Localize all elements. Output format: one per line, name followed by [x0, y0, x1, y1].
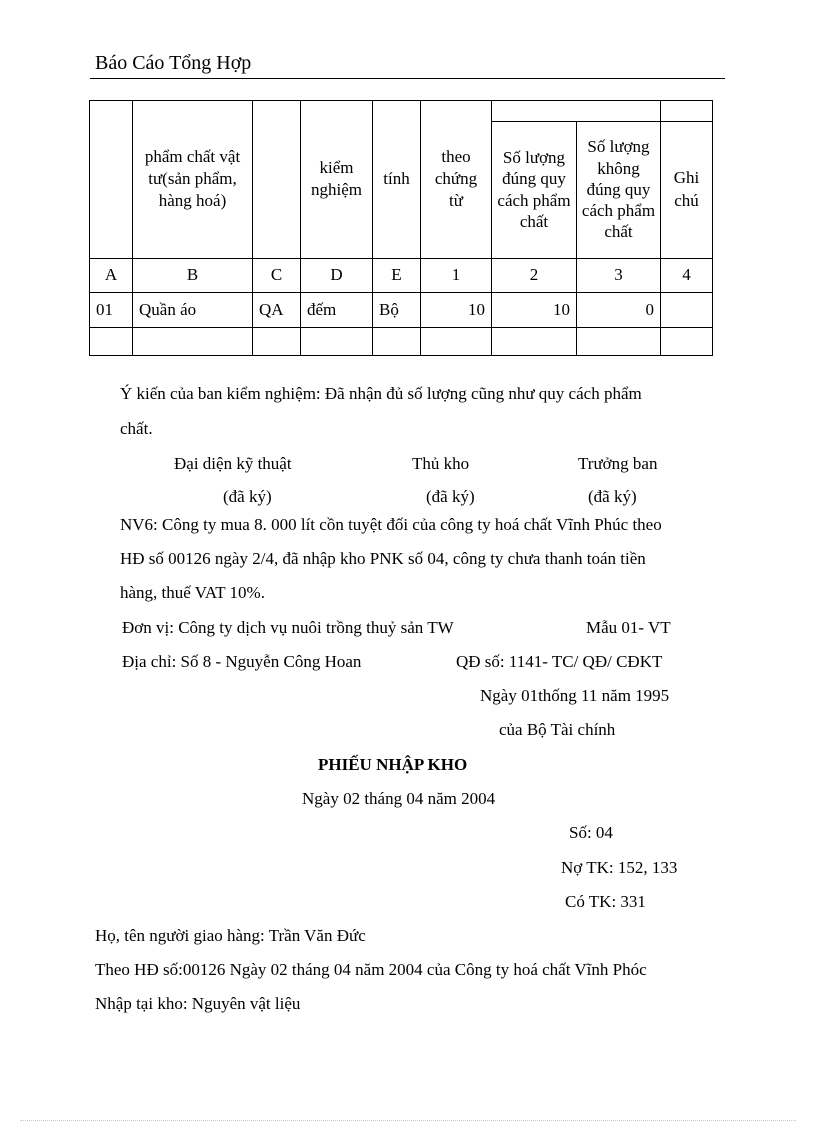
letter-cell-1: 1 — [451, 265, 461, 285]
letter-cell-2: 2 — [529, 265, 539, 285]
receipt-credit: Có TK: 331 — [565, 892, 646, 911]
page-bottom-divider — [20, 1120, 796, 1121]
header-col-e: tính — [383, 168, 410, 188]
page-header-title: Báo Cáo Tổng Hợp — [95, 52, 252, 74]
letter-cell-e: E — [391, 265, 402, 285]
signature-role-technical: Đại diện kỹ thuật — [174, 454, 292, 473]
form-decision-date: Ngày 01thống 11 năm 1995 — [480, 686, 670, 705]
letter-cell-3: 3 — [614, 265, 623, 285]
letter-cell-a: A — [104, 265, 118, 285]
opinion-text: Ý kiến của ban kiểm nghiệm: Đã nhận đủ số lượng cũng như quy cách phẩm — [120, 384, 642, 403]
header-col-b: phẩm chất vật tư(sản phẩm, hàng hoá) — [144, 146, 241, 211]
nv6-line-2: HĐ số 00126 ngày 2/4, đã nhập kho PNK số 04, công ty chưa thanh toán tiền — [120, 549, 646, 568]
nv6-line-3: hàng, thuế VAT 10%. — [120, 583, 265, 602]
header-col-d: kiểm nghiệm — [311, 157, 362, 199]
receipt-date: Ngày 02 tháng 04 năm 2004 — [302, 789, 496, 808]
header-col-2: Số lượng đúng quy cách phẩm chất — [497, 148, 571, 231]
row1-method: đếm — [307, 299, 337, 319]
deliverer-line: Họ, tên người giao hàng: Trần Văn Đức — [95, 926, 366, 945]
receipt-title: PHIẾU NHẬP KHO — [318, 755, 468, 774]
row1-name: Quần áo — [139, 299, 197, 319]
row1-qty-doc: 10 — [468, 299, 485, 319]
letter-cell-d: D — [330, 265, 343, 285]
header-col-3: Số lượng không đúng quy cách phẩm chất — [581, 137, 656, 242]
table-col-line — [712, 100, 713, 356]
form-address: Địa chỉ: Số 8 - Nguyễn Công Hoan — [122, 652, 362, 671]
contract-line: Theo HĐ số:00126 Ngày 02 tháng 04 năm 2004 của Công ty hoá chất Vĩnh Phóc — [95, 960, 647, 979]
table-row1-line — [89, 327, 713, 328]
signature-status-technical: (đã ký) — [223, 487, 272, 506]
nv6-line-1: NV6: Công ty mua 8. 000 lít cồn tuyệt đối của công ty hoá chất Vĩnh Phúc theo — [120, 515, 662, 534]
warehouse-line: Nhập tại kho: Nguyên vật liệu — [95, 994, 301, 1013]
form-number: Mẫu 01- VT — [586, 618, 671, 637]
receipt-number: Số: 04 — [569, 823, 613, 842]
row1-note — [661, 293, 712, 327]
signature-status-head: (đã ký) — [588, 487, 637, 506]
form-issuer: của Bộ Tài chính — [499, 720, 616, 739]
signature-role-head: Trưởng ban — [578, 454, 658, 473]
opinion-text-cont: chất. — [120, 419, 153, 438]
header-col-4: Ghi chú — [673, 168, 700, 210]
letter-cell-b: B — [186, 265, 199, 285]
row1-qty-ok: 10 — [553, 299, 570, 319]
signature-role-storekeeper: Thủ kho — [412, 454, 470, 473]
form-decision: QĐ số: 1141- TC/ QĐ/ CĐKT — [456, 652, 663, 671]
form-unit: Đơn vị: Công ty dịch vụ nuôi trồng thuỷ sản TW — [122, 618, 454, 637]
table-border-bottom — [89, 355, 713, 356]
row1-qty-bad: 0 — [645, 299, 654, 319]
letter-cell-c: C — [270, 265, 283, 285]
signature-status-storekeeper: (đã ký) — [426, 487, 475, 506]
inspection-table — [89, 100, 713, 356]
letter-cell-4: 4 — [682, 265, 691, 285]
row1-stt: 01 — [96, 299, 113, 319]
header-rule — [90, 78, 725, 79]
receipt-debit: Nợ TK: 152, 133 — [561, 858, 678, 877]
header-col-1: theo chứng từ — [434, 146, 478, 211]
row1-code: QA — [259, 299, 284, 319]
row1-unit: Bộ — [379, 299, 399, 319]
